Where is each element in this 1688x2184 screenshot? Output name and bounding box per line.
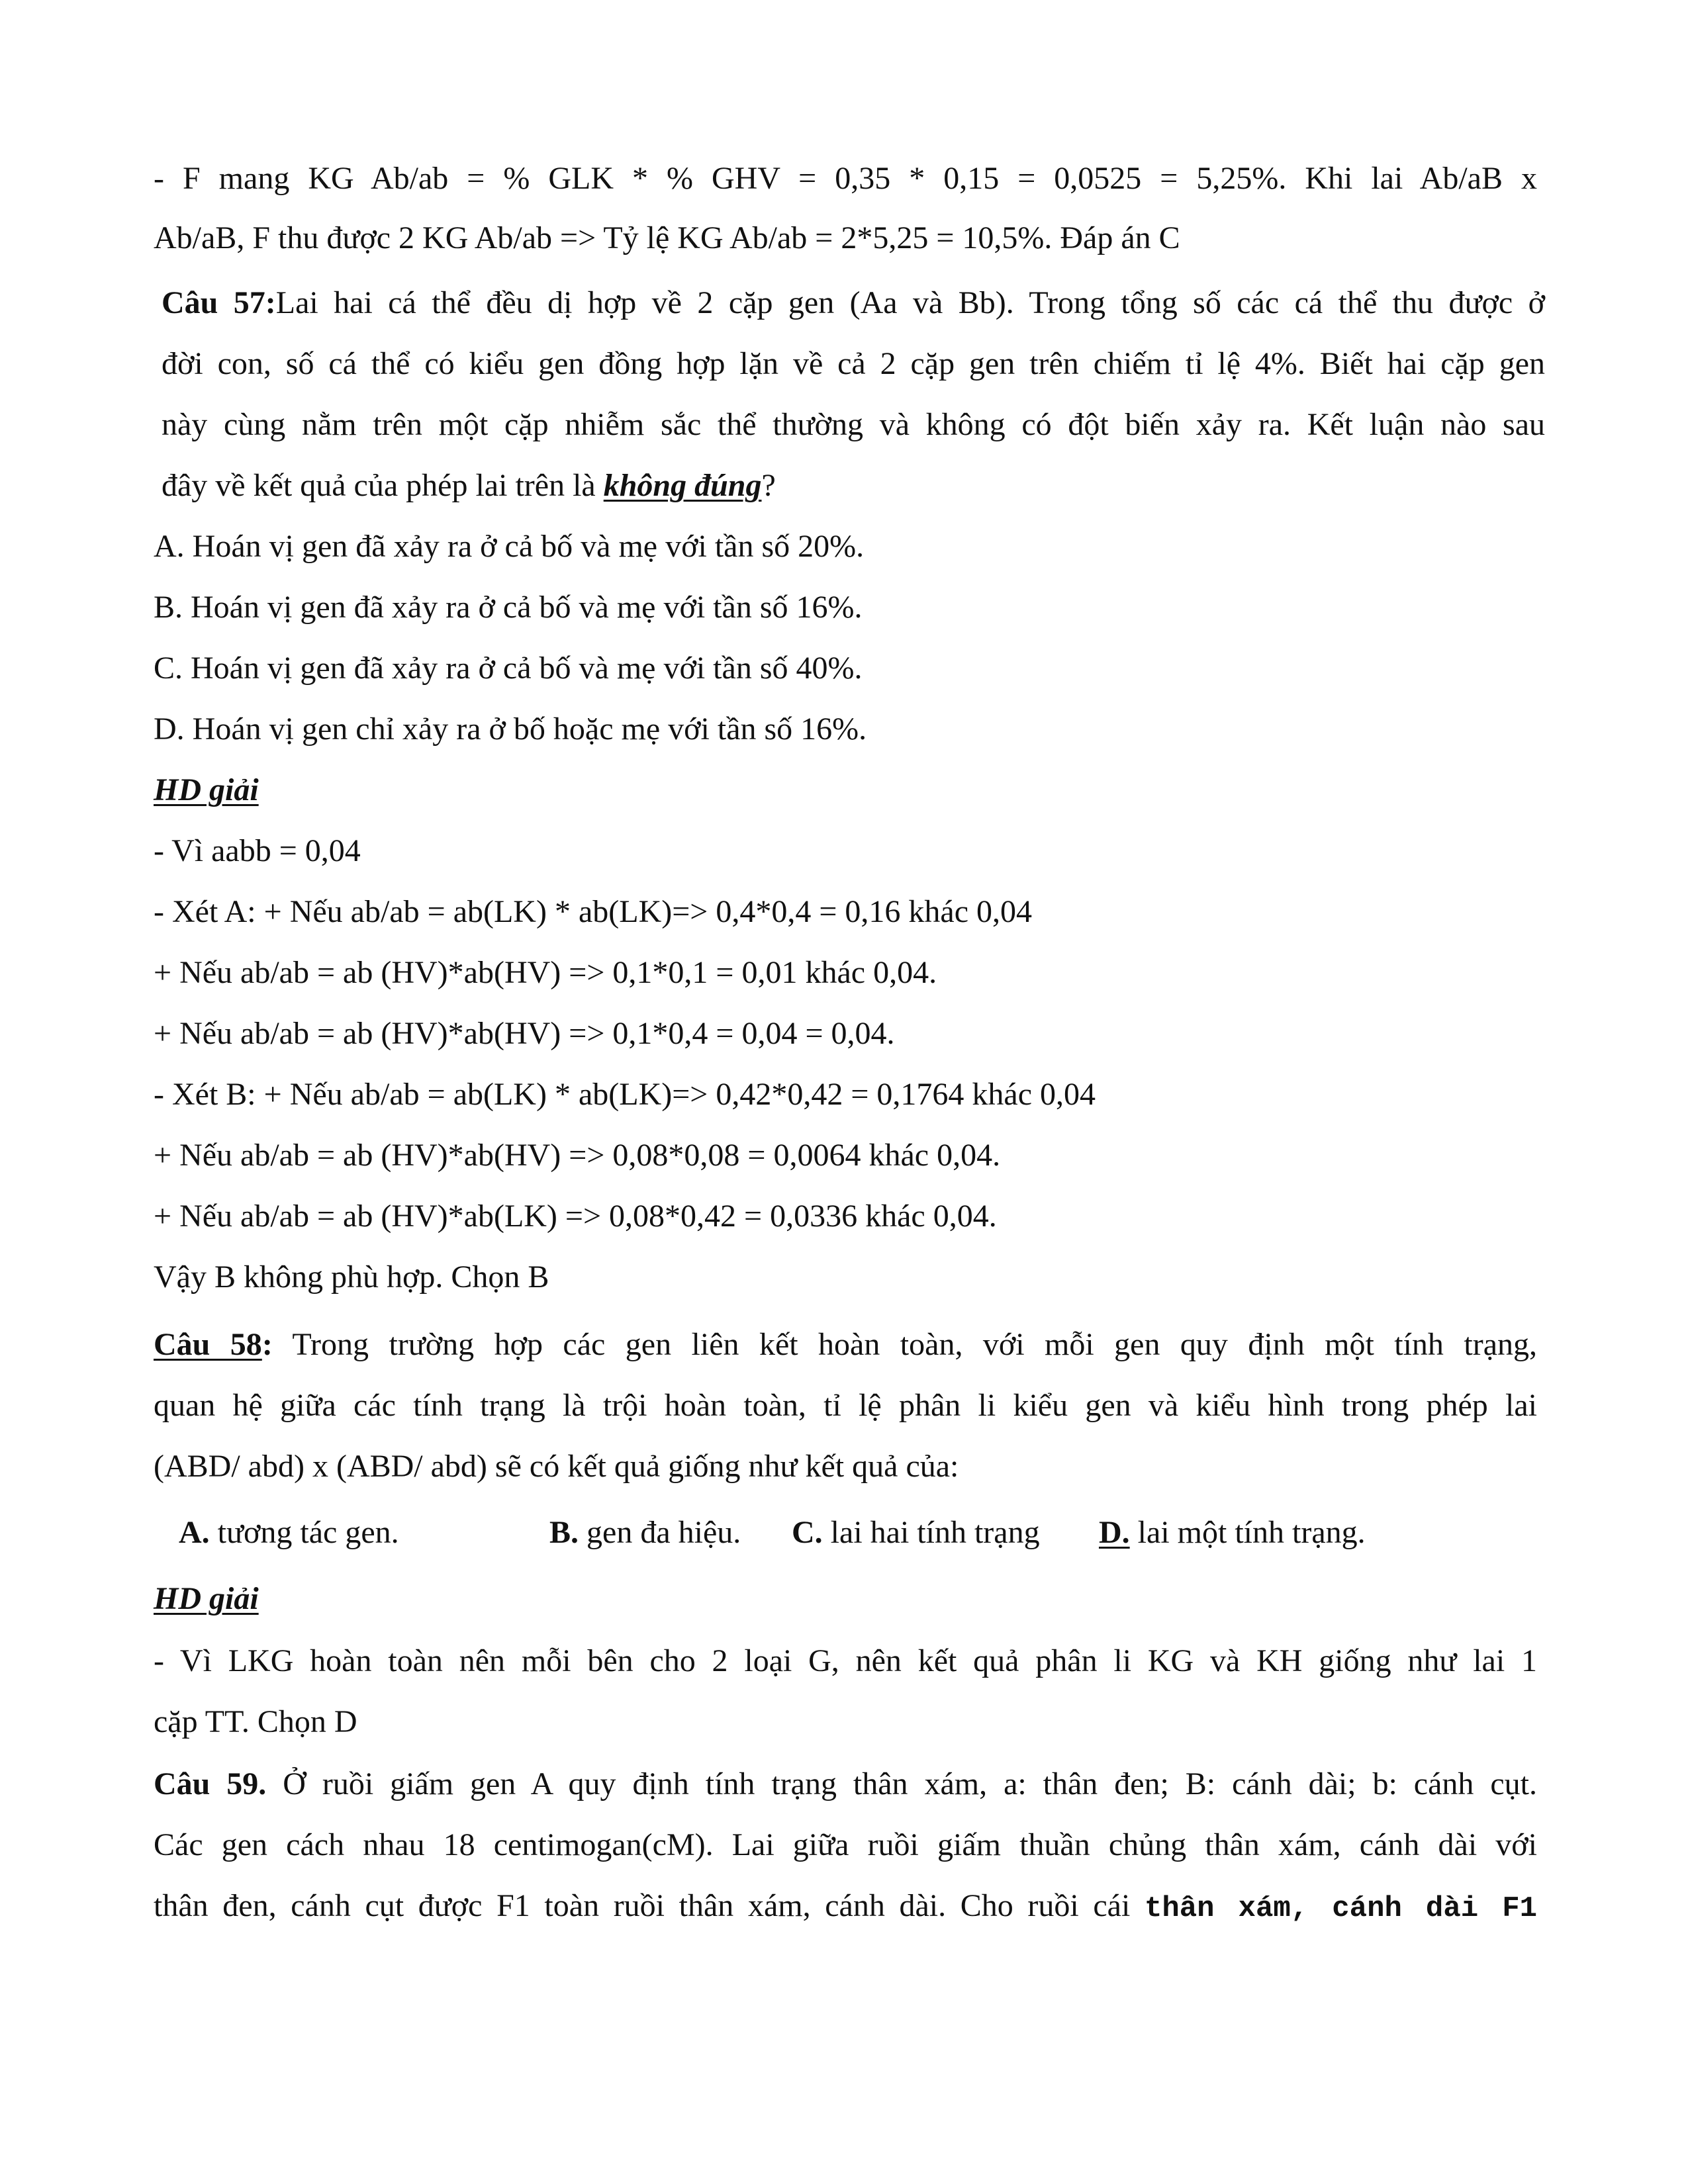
q58-option-d — [1099, 1513, 1366, 1553]
q58-label: Câu 58 — [154, 1327, 262, 1362]
q57-question-mark: ? — [761, 468, 776, 503]
q57-label: Câu 57: — [162, 285, 276, 320]
q59-line-1 — [154, 1764, 1537, 1804]
q57-solution-2: - Xét A: + Nếu ab/ab = ab(LK) * ab(LK)=> 0,4*0,4 = 0,16 khác 0,04 — [154, 894, 1033, 929]
q59-text-1: Ở ruồi giấm gen A quy định tính trạng thân xám, a: thân đen; B: cánh dài; b: cánh cụt. — [266, 1766, 1537, 1801]
q59-text-3: thân đen, cánh cụt được F1 toàn ruồi thân xám, cánh dài. Cho ruồi cái — [154, 1888, 1145, 1923]
q57-solution-7: + Nếu ab/ab = ab (HV)*ab(LK) => 0,08*0,42 = 0,0336 khác 0,04. — [154, 1199, 997, 1234]
q57-line-1 — [162, 283, 1545, 323]
q57-solution-4: + Nếu ab/ab = ab (HV)*ab(HV) => 0,1*0,4 = 0,04 = 0,04. — [154, 1016, 895, 1051]
q57-option-c: C. Hoán vị gen đã xảy ra ở cả bố và mẹ với tần số 40%. — [154, 651, 863, 686]
q57-option-b: B. Hoán vị gen đã xảy ra ở cả bố và mẹ với tần số 16%. — [154, 590, 863, 625]
q57-hd-label: HD giải — [154, 772, 259, 807]
q58-option-b-letter: B. — [549, 1515, 579, 1550]
q59-label: Câu 59. — [154, 1766, 267, 1801]
intro-line-2: Ab/aB, F thu được 2 KG Ab/ab => Tỷ lệ KG Ab/ab = 2*5,25 = 10,5%. Đáp án C — [154, 220, 1180, 255]
q58-hd-heading — [154, 1579, 1537, 1619]
q58-option-a-letter: A. — [179, 1515, 210, 1550]
q57-text-1: Lai hai cá thể đều dị hợp về 2 cặp gen (Aa và Bb). Trong tổng số các cá thể thu được ở — [275, 285, 1546, 320]
q58-option-b-text: gen đa hiệu. — [579, 1515, 741, 1550]
q58-option-c — [792, 1513, 1040, 1553]
q57-line-3: này cùng nằm trên một cặp nhiễm sắc thể thường và không có đột biến xảy ra. Kết luận nào sau — [162, 407, 1545, 442]
q57-solution-8: Vậy B không phù hợp. Chọn B — [154, 1259, 549, 1295]
q58-option-b — [549, 1513, 741, 1553]
q57-option-d: D. Hoán vị gen chỉ xảy ra ở bố hoặc mẹ với tần số 16%. — [154, 711, 867, 747]
q58-option-d-text: lai một tính trạng. — [1129, 1515, 1366, 1550]
q58-line-2: quan hệ giữa các tính trạng là trội hoàn toàn, tỉ lệ phân li kiểu gen và kiểu hình trong phép lai — [154, 1388, 1537, 1423]
q57-solution-1: - Vì aabb = 0,04 — [154, 833, 361, 868]
q58-solution-1: - Vì LKG hoàn toàn nên mỗi bên cho 2 loại G, nên kết quả phân li KG và KH giống như lai 1 — [154, 1643, 1537, 1678]
q57-solution-3: + Nếu ab/ab = ab (HV)*ab(HV) => 0,1*0,1 = 0,01 khác 0,04. — [154, 955, 937, 990]
q58-line-3: (ABD/ abd) x (ABD/ abd) sẽ có kết quả giống như kết quả của: — [154, 1449, 959, 1484]
q57-solution-6: + Nếu ab/ab = ab (HV)*ab(HV) => 0,08*0,08 = 0,0064 khác 0,04. — [154, 1138, 1001, 1173]
q57-line-4 — [162, 466, 1545, 506]
q57-emphasis: không đúng — [603, 468, 762, 503]
q58-option-a — [179, 1513, 399, 1553]
q59-bold-phrase: thân xám, cánh dài F1 — [1144, 1892, 1537, 1925]
q58-line-1 — [154, 1325, 1537, 1365]
q58-option-c-text: lai hai tính trạng — [822, 1515, 1040, 1550]
q59-line-2: Các gen cách nhau 18 centimogan(cM). Lai giữa ruồi giấm thuần chủng thân xám, cánh dài với — [154, 1827, 1537, 1862]
q58-option-a-text: tương tác gen. — [209, 1515, 399, 1550]
q58-solution-2: cặp TT. Chọn D — [154, 1704, 357, 1739]
q58-text-1: Trong trường hợp các gen liên kết hoàn toàn, với mỗi gen quy định một tính trạng, — [272, 1327, 1537, 1362]
q58-option-d-letter: D. — [1099, 1515, 1130, 1550]
q57-line-2: đời con, số cá thể có kiểu gen đồng hợp lặn về cả 2 cặp gen trên chiếm tỉ lệ 4%. Biết hai cặp gen — [162, 346, 1545, 381]
intro-line-1: - F mang KG Ab/ab = % GLK * % GHV = 0,35 * 0,15 = 0,0525 = 5,25%. Khi lai Ab/aB x — [154, 161, 1537, 196]
q59-line-3 — [154, 1886, 1537, 1929]
q57-option-a: A. Hoán vị gen đã xảy ra ở cả bố và mẹ với tần số 20%. — [154, 529, 865, 564]
q58-colon: : — [261, 1327, 273, 1362]
q57-solution-5: - Xét B: + Nếu ab/ab = ab(LK) * ab(LK)=> 0,42*0,42 = 0,1764 khác 0,04 — [154, 1077, 1096, 1112]
q58-option-c-letter: C. — [792, 1515, 823, 1550]
q57-line-4-text: đây về kết quả của phép lai trên là — [162, 468, 604, 503]
q57-hd-heading — [154, 770, 1537, 810]
q58-hd-label: HD giải — [154, 1581, 259, 1616]
